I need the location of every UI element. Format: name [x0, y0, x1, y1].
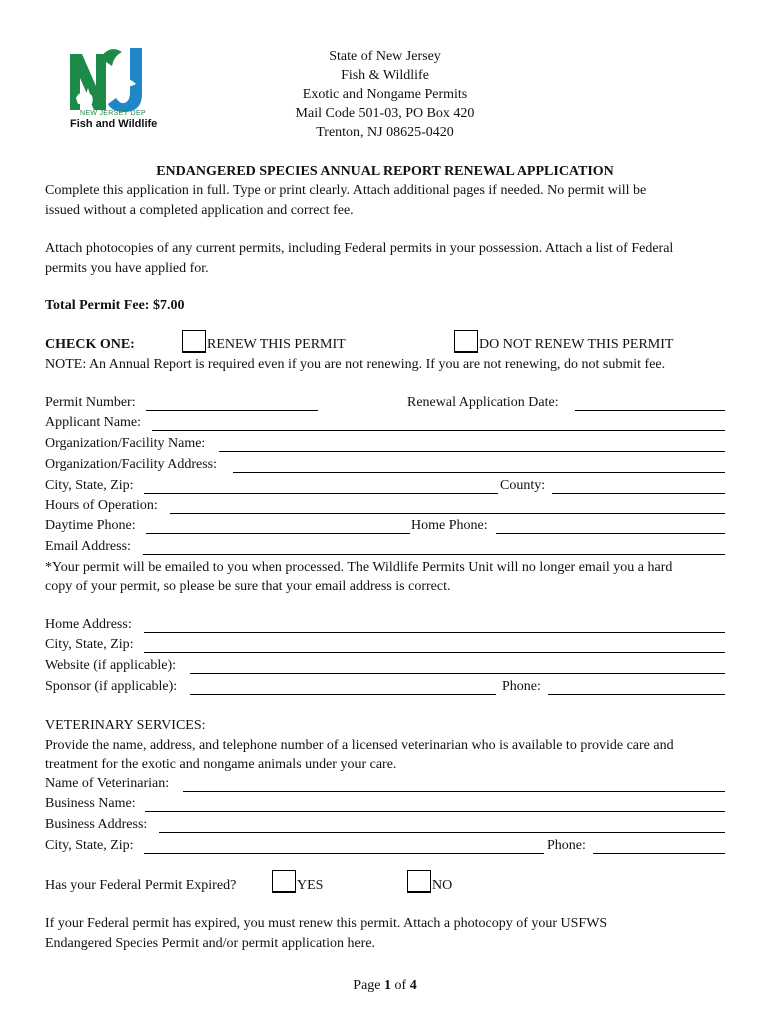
permit-number-field[interactable]	[146, 410, 318, 411]
permit-fee: Total Permit Fee: $7.00	[45, 298, 185, 313]
vet-desc-2: treatment for the exotic and nongame animals under your care.	[45, 757, 397, 772]
vet-phone-label: Phone:	[547, 838, 586, 853]
email-field[interactable]	[143, 554, 725, 555]
renew-label: RENEW THIS PERMIT	[207, 337, 346, 352]
federal-note-2: Endangered Species Permit and/or permit application here.	[45, 936, 376, 951]
org-address-field[interactable]	[233, 472, 725, 473]
email-note-1: *Your permit will be emailed to you when processed. The Wildlife Permits Unit will no longer email you a hard	[45, 560, 673, 575]
vet-city-field[interactable]	[144, 853, 544, 854]
sponsor-label: Sponsor (if applicable):	[45, 679, 178, 694]
intro-line-1: Complete this application in full. Type or print clearly. Attach additional pages if needed. No permit will be	[45, 183, 647, 198]
logo-small-text: NEW JERSEY DEP	[80, 110, 146, 117]
renewal-date-label: Renewal Application Date:	[407, 395, 559, 410]
vet-business-name-label: Business Name:	[45, 796, 136, 811]
of-word: of	[394, 978, 407, 993]
daytime-phone-field[interactable]	[146, 533, 410, 534]
federal-question: Has your Federal Permit Expired?	[45, 878, 237, 893]
agency-line-1: State of New Jersey	[329, 49, 441, 64]
agency-line-4: Mail Code 501-03, PO Box 420	[295, 106, 475, 121]
federal-yes-label: YES	[297, 878, 324, 893]
page-word: Page	[353, 978, 381, 993]
vet-name-label: Name of Veterinarian:	[45, 776, 170, 791]
form-title: ENDANGERED SPECIES ANNUAL REPORT RENEWAL APPLICATION	[156, 164, 614, 179]
city-state-zip-field[interactable]	[144, 493, 498, 494]
vet-phone-field[interactable]	[593, 853, 725, 854]
vet-business-address-field[interactable]	[159, 832, 725, 833]
city-state-zip-label: City, State, Zip:	[45, 478, 134, 493]
vet-name-field[interactable]	[183, 791, 725, 792]
nj-fish-and-wildlife-logo	[66, 38, 166, 133]
org-name-field[interactable]	[219, 451, 725, 452]
page-total: 4	[409, 978, 417, 993]
org-name-label: Organization/Facility Name:	[45, 436, 206, 451]
vet-business-name-field[interactable]	[145, 811, 725, 812]
website-field[interactable]	[190, 673, 725, 674]
federal-yes-checkbox[interactable]	[272, 870, 296, 893]
home-city-label: City, State, Zip:	[45, 637, 134, 652]
not-renew-checkbox[interactable]	[454, 330, 478, 353]
logo-brand-text: Fish and Wildlife	[70, 118, 158, 130]
website-label: Website (if applicable):	[45, 658, 177, 673]
home-phone-field[interactable]	[496, 533, 725, 534]
home-phone-label: Home Phone:	[411, 518, 488, 533]
permit-number-label: Permit Number:	[45, 395, 136, 410]
check-one-label: CHECK ONE:	[45, 337, 135, 352]
home-address-label: Home Address:	[45, 617, 132, 632]
org-address-label: Organization/Facility Address:	[45, 457, 217, 472]
agency-line-2: Fish & Wildlife	[341, 68, 429, 83]
vet-city-label: City, State, Zip:	[45, 838, 134, 853]
hours-label: Hours of Operation:	[45, 498, 158, 513]
renew-checkbox[interactable]	[182, 330, 206, 353]
renewal-date-field[interactable]	[575, 410, 725, 411]
page-number: 1	[384, 978, 392, 993]
federal-no-checkbox[interactable]	[407, 870, 431, 893]
vet-heading: VETERINARY SERVICES:	[45, 718, 206, 733]
page-footer	[0, 979, 770, 993]
county-field[interactable]	[552, 493, 725, 494]
county-label: County:	[500, 478, 546, 493]
email-note-2: copy of your permit, so please be sure that your email address is correct.	[45, 579, 451, 594]
attach-line-2: permits you have applied for.	[45, 261, 209, 276]
applicant-name-field[interactable]	[152, 430, 725, 431]
sponsor-phone-field[interactable]	[548, 694, 725, 695]
not-renew-label: DO NOT RENEW THIS PERMIT	[479, 337, 674, 352]
attach-line-1: Attach photocopies of any current permits, including Federal permits in your possession. Attach a list of Federal	[45, 241, 674, 256]
vet-desc-1: Provide the name, address, and telephone number of a licensed veterinarian who is available to provide care and	[45, 738, 674, 753]
hours-field[interactable]	[170, 513, 725, 514]
federal-no-label: NO	[432, 878, 453, 893]
sponsor-phone-label: Phone:	[502, 679, 541, 694]
home-address-field[interactable]	[144, 632, 725, 633]
sponsor-field[interactable]	[190, 694, 496, 695]
intro-line-2: issued without a completed application and correct fee.	[45, 203, 354, 218]
agency-line-5: Trenton, NJ 08625-0420	[316, 125, 454, 140]
annual-report-note: NOTE: An Annual Report is required even if you are not renewing. If you are not renewing, do not submit fee.	[45, 357, 666, 372]
vet-business-address-label: Business Address:	[45, 817, 148, 832]
home-city-field[interactable]	[144, 652, 725, 653]
agency-line-3: Exotic and Nongame Permits	[302, 87, 468, 102]
daytime-phone-label: Daytime Phone:	[45, 518, 136, 533]
applicant-name-label: Applicant Name:	[45, 415, 142, 430]
email-label: Email Address:	[45, 539, 131, 554]
federal-note-1: If your Federal permit has expired, you must renew this permit. Attach a photocopy of your USFWS	[45, 916, 608, 931]
